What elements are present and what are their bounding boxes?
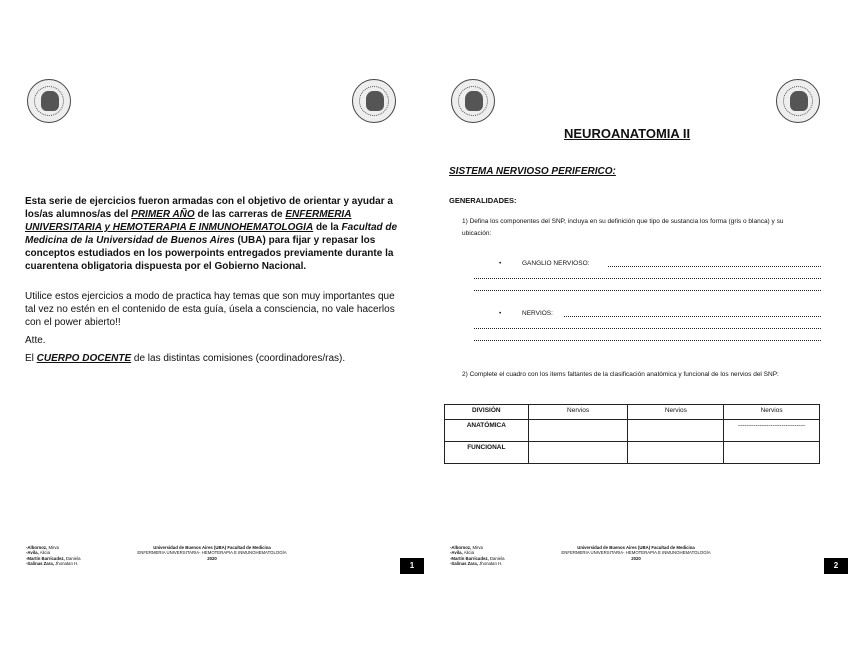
university-seal-icon (352, 79, 396, 123)
intro-text-3: de la (313, 222, 342, 233)
primer-ano: PRIMER AÑO (131, 209, 195, 220)
author-2-rest: Alicia (462, 550, 474, 556)
cuerpo-docente: CUERPO DOCENTE (36, 353, 132, 364)
answer-line[interactable] (564, 316, 821, 317)
generalidades: GENERALIDADES: (449, 196, 517, 205)
table-header-cell: Nervios (628, 405, 724, 420)
intro-text-4: (UBA) para fijar y repasar los conceptos estudiados en los powerpoints entregados previamente durante la cuarentena obligatoria dispuesta por el Gobierno Nacional. (25, 235, 394, 272)
table-header-cell: Nervios (724, 405, 820, 420)
author-1-rest: Mirva (471, 545, 483, 550)
author-1-name: -Albornoz, (450, 545, 472, 550)
table-cell[interactable] (628, 420, 724, 442)
intro-text-2: de las carreras de (194, 209, 286, 220)
question-1: 1) Defina los componentes del SNP, incluya en su definición que tipo de sustancia los forma (gris o blanca) y su ubicación: (462, 218, 784, 237)
footer-institution (112, 545, 312, 561)
author-2-name: -Avila, (450, 550, 463, 556)
author-1-rest: Mirva (47, 545, 59, 550)
author-3-name: -Martín Barricadez, (450, 555, 489, 561)
author-3-name: -Martín Barricadez, (26, 555, 65, 561)
answer-line[interactable] (474, 340, 821, 341)
table-row (445, 420, 820, 442)
table-header-cell: Nervios (528, 405, 628, 420)
author-3-rest: Daniela (488, 555, 505, 561)
footer-line-2: ENFERMERIA UNIVERSITARIA- HEMOTERAPIA E INMUNOHEMATOLOGÍA (137, 550, 287, 556)
faculty-seal-icon (27, 79, 71, 123)
facultad: Facultad de Medicina de la Universidad de Buenos Aires (25, 222, 398, 246)
author-4-name: -Salinas Zara, (26, 560, 54, 566)
page-title: NEUROANATOMIA II (564, 126, 691, 141)
carreras: ENFERMERIA UNIVERSITARIA y HEMOTERAPIA E INMUNOHEMATOLOGIA (25, 209, 352, 233)
page-2 (424, 0, 848, 655)
table-header-row (445, 405, 820, 420)
author-2-rest: Alicia (38, 550, 50, 556)
signature-line (25, 352, 415, 365)
table-row (445, 442, 820, 464)
table-header-cell: DIVISIÓN (445, 405, 529, 420)
intro-text-1: Esta serie de ejercicios fueron armadas con el objetivo de orientar y ayudar a los/as alumnos/as del (25, 196, 393, 220)
author-4-rest: Jhonatan H. (477, 560, 503, 566)
answer-line[interactable] (474, 278, 821, 279)
section-title: SISTEMA NERVIOSO PERIFERICO: (449, 166, 616, 177)
author-3-rest: Daniela (64, 555, 81, 561)
row-label-anatomica: ANATÓMICA (445, 420, 529, 442)
author-4-rest: Jhonatan H. (53, 560, 79, 566)
answer-line[interactable] (474, 290, 821, 291)
author-2-name: -Avila, (26, 550, 39, 556)
page-number: 1 (400, 558, 424, 574)
footer-year: 2020 (631, 555, 641, 561)
ganglio-label: GANGLIO NERVIOSO: (522, 260, 590, 267)
el: El (25, 353, 37, 364)
table-cell[interactable] (528, 442, 628, 464)
footer-line-1: Universidad de Buenos Aires (UBA) Facultad de Medicina (153, 545, 271, 550)
footer-year: 2020 (207, 555, 217, 561)
nervios-label: NERVIOS: (522, 310, 553, 317)
table-cell[interactable] (528, 420, 628, 442)
footer-authors (450, 545, 504, 566)
table-cell[interactable] (628, 442, 724, 464)
firma-rest: de las distintas comisiones (coordinadores/ras). (131, 353, 346, 364)
classification-table (444, 404, 820, 464)
footer-authors (26, 545, 80, 566)
footer-line-1: Universidad de Buenos Aires (UBA) Facultad de Medicina (577, 545, 695, 550)
author-1-name: -Albornoz, (26, 545, 48, 550)
answer-line[interactable] (608, 266, 821, 267)
university-seal-icon (776, 79, 820, 123)
footer-institution (536, 545, 736, 561)
intro-paragraph (25, 195, 401, 273)
bullet-icon: • (499, 260, 502, 267)
footer-line-2: ENFERMERIA UNIVERSITARIA- HEMOTERAPIA E INMUNOHEMATOLOGÍA (561, 550, 711, 556)
author-4-name: -Salinas Zara, (450, 560, 478, 566)
page-number: 2 (824, 558, 848, 574)
row-label-funcional: FUNCIONAL (445, 442, 529, 464)
question-2: 2) Complete el cuadro con los items faltantes de la clasificación anatómica y funcional de los nervios del SNP: (462, 371, 779, 378)
faculty-seal-icon (451, 79, 495, 123)
usage-paragraph: Utilice estos ejercicios a modo de practica hay temas que son muy importantes que tal vez no estén en el contenido de esta guía, úsela a consciencia, no vale hacerlos con el power abierto!! (25, 291, 395, 328)
table-cell[interactable] (724, 442, 820, 464)
atte: Atte. (25, 335, 46, 346)
answer-line[interactable] (474, 328, 821, 329)
bullet-icon: • (499, 310, 502, 317)
table-cell-dashes: ------------------------------- (724, 420, 820, 442)
